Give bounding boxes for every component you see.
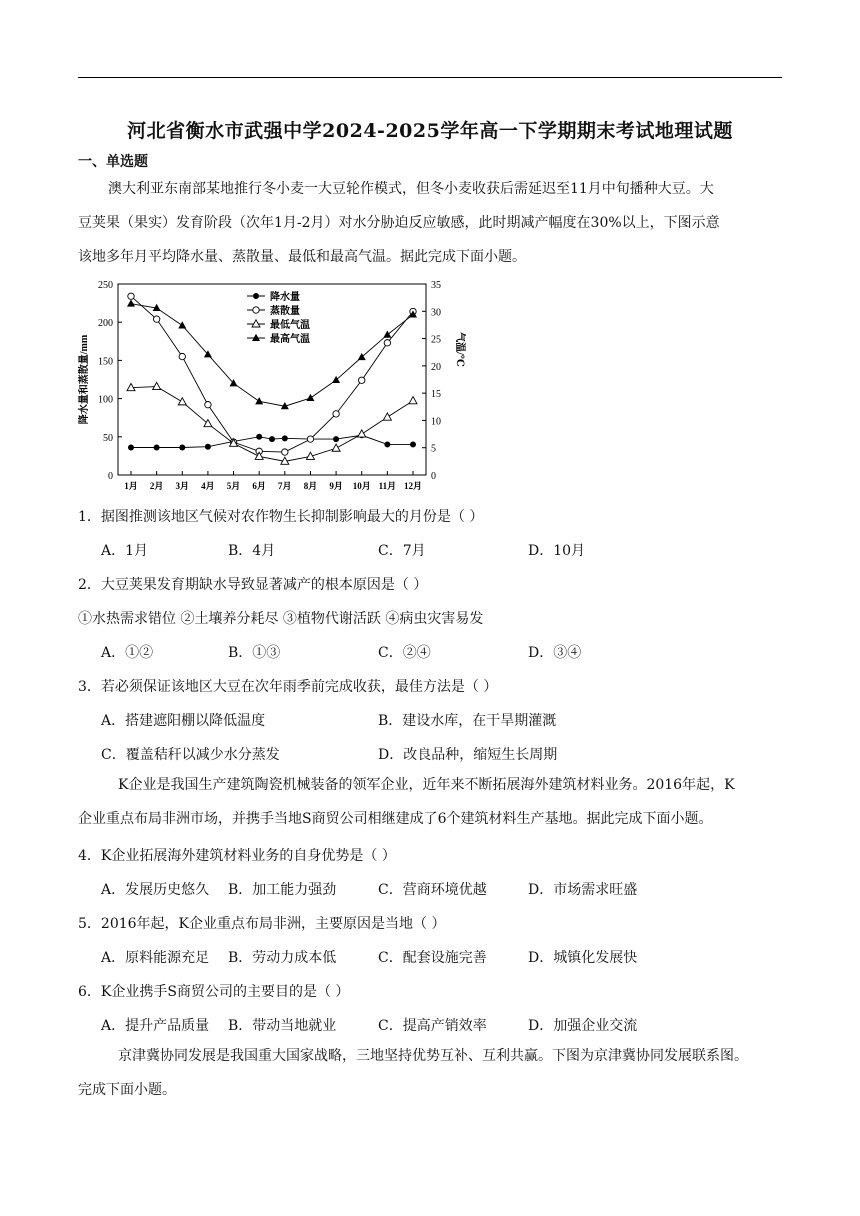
question-3-stem: 3．若必须保证该地区大豆在次年雨季前完成收获，最佳方法是（ ） bbox=[78, 679, 498, 695]
data-point bbox=[282, 449, 288, 455]
legend-label: 降水量 bbox=[270, 292, 300, 303]
data-point bbox=[179, 444, 185, 450]
data-point bbox=[255, 397, 263, 404]
option-a[interactable]: A．1月 bbox=[101, 543, 149, 559]
data-point bbox=[306, 394, 314, 401]
option-c[interactable]: C．覆盖秸秆以减少水分蒸发 bbox=[101, 747, 280, 763]
data-point bbox=[333, 436, 339, 442]
page-title: 河北省衡水市武强中学2024-2025学年高一下学期期末考试地理试题 bbox=[127, 120, 733, 142]
y2-tick-label: 0 bbox=[431, 471, 436, 482]
y2-tick-label: 15 bbox=[431, 389, 441, 401]
data-point bbox=[252, 320, 260, 327]
question-4-stem: 4．K企业拓展海外建筑材料业务的自身优势是（ ） bbox=[78, 848, 396, 864]
y-axis-label: 降水量和蒸散量/mm bbox=[79, 334, 90, 425]
data-point bbox=[127, 299, 135, 306]
y-tick-label: 50 bbox=[103, 432, 113, 444]
x-tick-label: 2月 bbox=[149, 481, 164, 491]
data-point bbox=[383, 331, 391, 338]
passage-1-line: 该地多年月平均降水量、蒸散量、最低和最高气温。据此完成下面小题。 bbox=[78, 249, 526, 265]
question-2-items: ①水热需求错位 ②土壤养分耗尽 ③植物代谢活跃 ④病虫灾害易发 bbox=[78, 611, 484, 627]
option-a[interactable]: A．发展历史悠久 bbox=[101, 882, 210, 898]
legend-label: 蒸散量 bbox=[270, 306, 300, 317]
y2-tick-label: 10 bbox=[431, 416, 441, 428]
data-point bbox=[205, 402, 211, 408]
y2-tick-label: 35 bbox=[431, 280, 441, 291]
option-a[interactable]: A．原料能源充足 bbox=[101, 950, 210, 966]
data-point bbox=[154, 444, 160, 450]
data-point bbox=[384, 441, 390, 447]
passage-3-line: 京津冀协同发展是我国重大国家战略，三地坚持优势互补、互利共赢。下图为京津冀协同发展联系图。 bbox=[118, 1048, 748, 1064]
y2-tick-label: 5 bbox=[431, 443, 436, 455]
data-point bbox=[253, 307, 259, 313]
y2-axis-label: 气温/℃ bbox=[454, 332, 465, 367]
x-tick-label: 8月 bbox=[303, 481, 318, 491]
x-tick-label: 10月 bbox=[352, 481, 371, 491]
option-d[interactable]: D．市场需求旺盛 bbox=[528, 882, 638, 898]
x-tick-label: 11月 bbox=[378, 481, 397, 491]
data-point bbox=[179, 353, 185, 359]
legend-label: 最高气温 bbox=[270, 334, 310, 345]
chart-legend bbox=[247, 290, 310, 345]
chart-series bbox=[127, 293, 417, 464]
option-b[interactable]: B．①③ bbox=[228, 645, 281, 661]
x-tick-label: 1月 bbox=[124, 481, 138, 491]
x-tick-label: 6月 bbox=[252, 481, 266, 491]
option-b[interactable]: B．4月 bbox=[228, 543, 276, 559]
option-d[interactable]: D．城镇化发展快 bbox=[528, 950, 638, 966]
data-point bbox=[205, 444, 211, 450]
data-point bbox=[333, 411, 339, 417]
y2-tick-label: 30 bbox=[431, 307, 441, 319]
y-tick-label: 200 bbox=[98, 318, 113, 330]
x-tick-label: 12月 bbox=[403, 481, 423, 491]
question-6-stem: 6．K企业携手S商贸公司的主要目的是（ ） bbox=[78, 984, 350, 1000]
option-c[interactable]: C．②④ bbox=[378, 645, 431, 661]
y2-tick-label: 25 bbox=[431, 334, 441, 346]
data-point bbox=[128, 293, 134, 299]
data-point bbox=[410, 441, 416, 447]
question-1-stem: 1．据图推测该地区气候对农作物生长抑制影响最大的月份是（ ） bbox=[78, 509, 484, 525]
option-d[interactable]: D．改良品种，缩短生长周期 bbox=[378, 747, 558, 763]
passage-1-line: 豆荚果（果实）发育阶段（次年1月-2月）对水分胁迫反应敏感，此时期减产幅度在30%以上，下图示意 bbox=[78, 215, 720, 231]
option-d[interactable]: D．10月 bbox=[528, 543, 586, 559]
header-rule bbox=[78, 77, 782, 78]
option-b[interactable]: B．加工能力强劲 bbox=[228, 882, 337, 898]
option-b[interactable]: B．建设水库，在干旱期灌溉 bbox=[378, 713, 557, 729]
data-point bbox=[204, 420, 212, 427]
y2-tick-label: 20 bbox=[431, 361, 441, 373]
data-point bbox=[178, 398, 186, 405]
series-line-最低气温 bbox=[131, 387, 413, 462]
data-point bbox=[358, 430, 366, 437]
x-tick-label: 3月 bbox=[175, 481, 190, 491]
passage-2-line: 企业重点布局非洲市场，并携手当地S商贸公司相继建成了6个建筑材料生产基地。据此完成下面小题。 bbox=[78, 811, 713, 827]
data-point bbox=[153, 316, 159, 322]
option-b[interactable]: B．劳动力成本低 bbox=[228, 950, 337, 966]
data-point bbox=[384, 340, 390, 346]
data-point bbox=[332, 376, 340, 383]
y-tick-label: 100 bbox=[98, 394, 113, 406]
data-point bbox=[359, 377, 365, 383]
option-c[interactable]: C．配套设施完善 bbox=[378, 950, 487, 966]
climate-chart bbox=[78, 276, 465, 498]
option-d[interactable]: D．加强企业交流 bbox=[528, 1018, 638, 1034]
data-point bbox=[252, 334, 260, 341]
x-tick-label: 9月 bbox=[329, 481, 343, 491]
data-point bbox=[178, 321, 186, 328]
data-point bbox=[307, 436, 313, 442]
data-point bbox=[128, 444, 134, 450]
option-a[interactable]: A．提升产品质量 bbox=[101, 1018, 210, 1034]
legend-label: 最低气温 bbox=[270, 320, 310, 331]
data-point bbox=[256, 434, 262, 440]
question-2-stem: 2．大豆荚果发育期缺水导致显著减产的根本原因是（ ） bbox=[78, 577, 428, 593]
option-c[interactable]: C．7月 bbox=[378, 543, 426, 559]
passage-3-line: 完成下面小题。 bbox=[78, 1082, 176, 1098]
y-tick-label: 250 bbox=[98, 280, 113, 291]
option-c[interactable]: C．提高产销效率 bbox=[378, 1018, 487, 1034]
data-point bbox=[253, 293, 259, 299]
data-point bbox=[153, 382, 161, 389]
data-point bbox=[409, 397, 417, 404]
data-point bbox=[282, 435, 288, 441]
option-b[interactable]: B．带动当地就业 bbox=[228, 1018, 337, 1034]
option-c[interactable]: C．营商环境优越 bbox=[378, 882, 487, 898]
option-a[interactable]: A．搭建遮阳棚以降低温度 bbox=[101, 713, 266, 729]
question-5-stem: 5．2016年起，K企业重点布局非洲，主要原因是当地（ ） bbox=[78, 916, 446, 932]
data-point bbox=[269, 436, 275, 442]
data-point bbox=[358, 353, 366, 360]
data-point bbox=[127, 383, 135, 390]
data-point bbox=[332, 444, 340, 451]
y-tick-label: 0 bbox=[108, 471, 113, 482]
y-tick-label: 150 bbox=[98, 356, 113, 368]
option-d[interactable]: D．③④ bbox=[528, 645, 582, 661]
x-tick-label: 5月 bbox=[226, 481, 241, 491]
x-tick-label: 7月 bbox=[278, 481, 292, 491]
data-point bbox=[383, 413, 391, 420]
option-a[interactable]: A．①② bbox=[101, 645, 154, 661]
passage-1-line: 澳大利亚东南部某地推行冬小麦一大豆轮作模式，但冬小麦收获后需延迟至11月中旬播种大豆。大 bbox=[108, 181, 714, 197]
x-tick-label: 4月 bbox=[201, 481, 215, 491]
passage-2-line: K企业是我国生产建筑陶瓷机械装备的领军企业，近年来不断拓展海外建筑材料业务。2016年起，K bbox=[118, 777, 735, 793]
section-heading: 一、单选题 bbox=[78, 154, 148, 170]
